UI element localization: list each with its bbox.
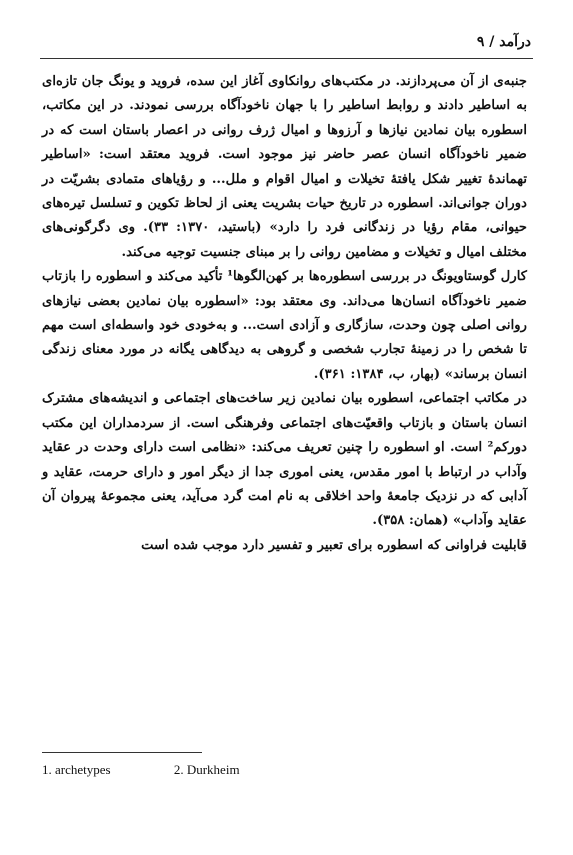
paragraph: قابلیت فراوانی که اسطوره برای تعبیر و تفسیر دارد موجب شده است xyxy=(141,537,527,553)
body-text xyxy=(42,70,527,558)
paragraph: در مکاتب اجتماعی، اسطوره بیان نمادین زیر ساخت‌های اجتماعی و اندیشه‌های مشترک انسان باستان و بازتاب واقعیّت‌های اجتماعی وفرهنگی است. از سردمداران این مکتب دورکم² است. او اسطوره را چنین تعریف می‌کند: «نظامی است دارای وحدت در عقاید وآداب در ارتباط با امور مقدس، یعنی اموری جدا از دیگر امور و دارای حرمت، عقاید و آدابی که در نزدیک جامعۀ واحد اخلاقی به نام امت گرد می‌آید، یعنی مجموعۀ پیروان آن عقاید وآداب» (همان: ۳۵۸). xyxy=(42,391,527,529)
footnote-2: 2. Durkheim xyxy=(173,762,240,777)
footnote-rule xyxy=(42,752,202,753)
footnote-1: 1. archetypes xyxy=(42,762,111,777)
running-head: درآمد / ۹ xyxy=(476,34,531,50)
header-rule xyxy=(40,58,533,59)
page-header xyxy=(40,34,533,60)
paragraph: جنبه‌ی از آن می‌پردازند. در مکتب‌های روانکاوی آغاز این سده، فروید و یونگ جان تازه‌ای به اساطیر دادند و روابط اساطیر را با جهان ناخودآگاه بررسی نمودند. در این مکاتب، اسطوره بیان نمادین نیازها و آرزوها و امیال ژرف روانی در اعصار باستان است که در ضمیر ناخودآگاه انسان عصر حاضر نیز موجود است. فروید معتقد است: «اساطیر تهماندۀ تغییر شکل یافتۀ تخیلات و امیال اقوام و ملل... و رؤیاهای متمادی بشریّت در دوران جوانی‌اند. اسطوره در تاریخ حیات بشریت یعنی از لحاظ تکوین و تسلسل تیره‌های حیوانی، مقام رؤیا در زندگانی فرد را دارد» (باستید، ۱۳۷۰: ۳۳). وی دگرگونی‌های مختلف امیال و تخیلات و مضامین روانی را بر مبنای جنسیت توجیه می‌کند. xyxy=(42,74,527,260)
footnotes xyxy=(42,762,300,778)
paragraph: کارل گوستاویونگ در بررسی اسطوره‌ها بر کهن‌الگوها¹ تأکید می‌کند و اسطوره را بازتاب ضمیر ناخودآگاه انسان‌ها می‌داند. وی معتقد بود: «اسطوره بیان نمادین بعضی نیازهای روانی اصلی چون وحدت، سازگاری و آزادی است... و به‌خودی خود واسطه‌ای است مهم تا شخص را در زمینۀ تجارب شخصی و گروهی به دیدگاهی یگانه در مورد معنای زندگی انسان برساند» (بهار، ب، ۱۳۸۴: ۳۶۱). xyxy=(42,269,527,382)
